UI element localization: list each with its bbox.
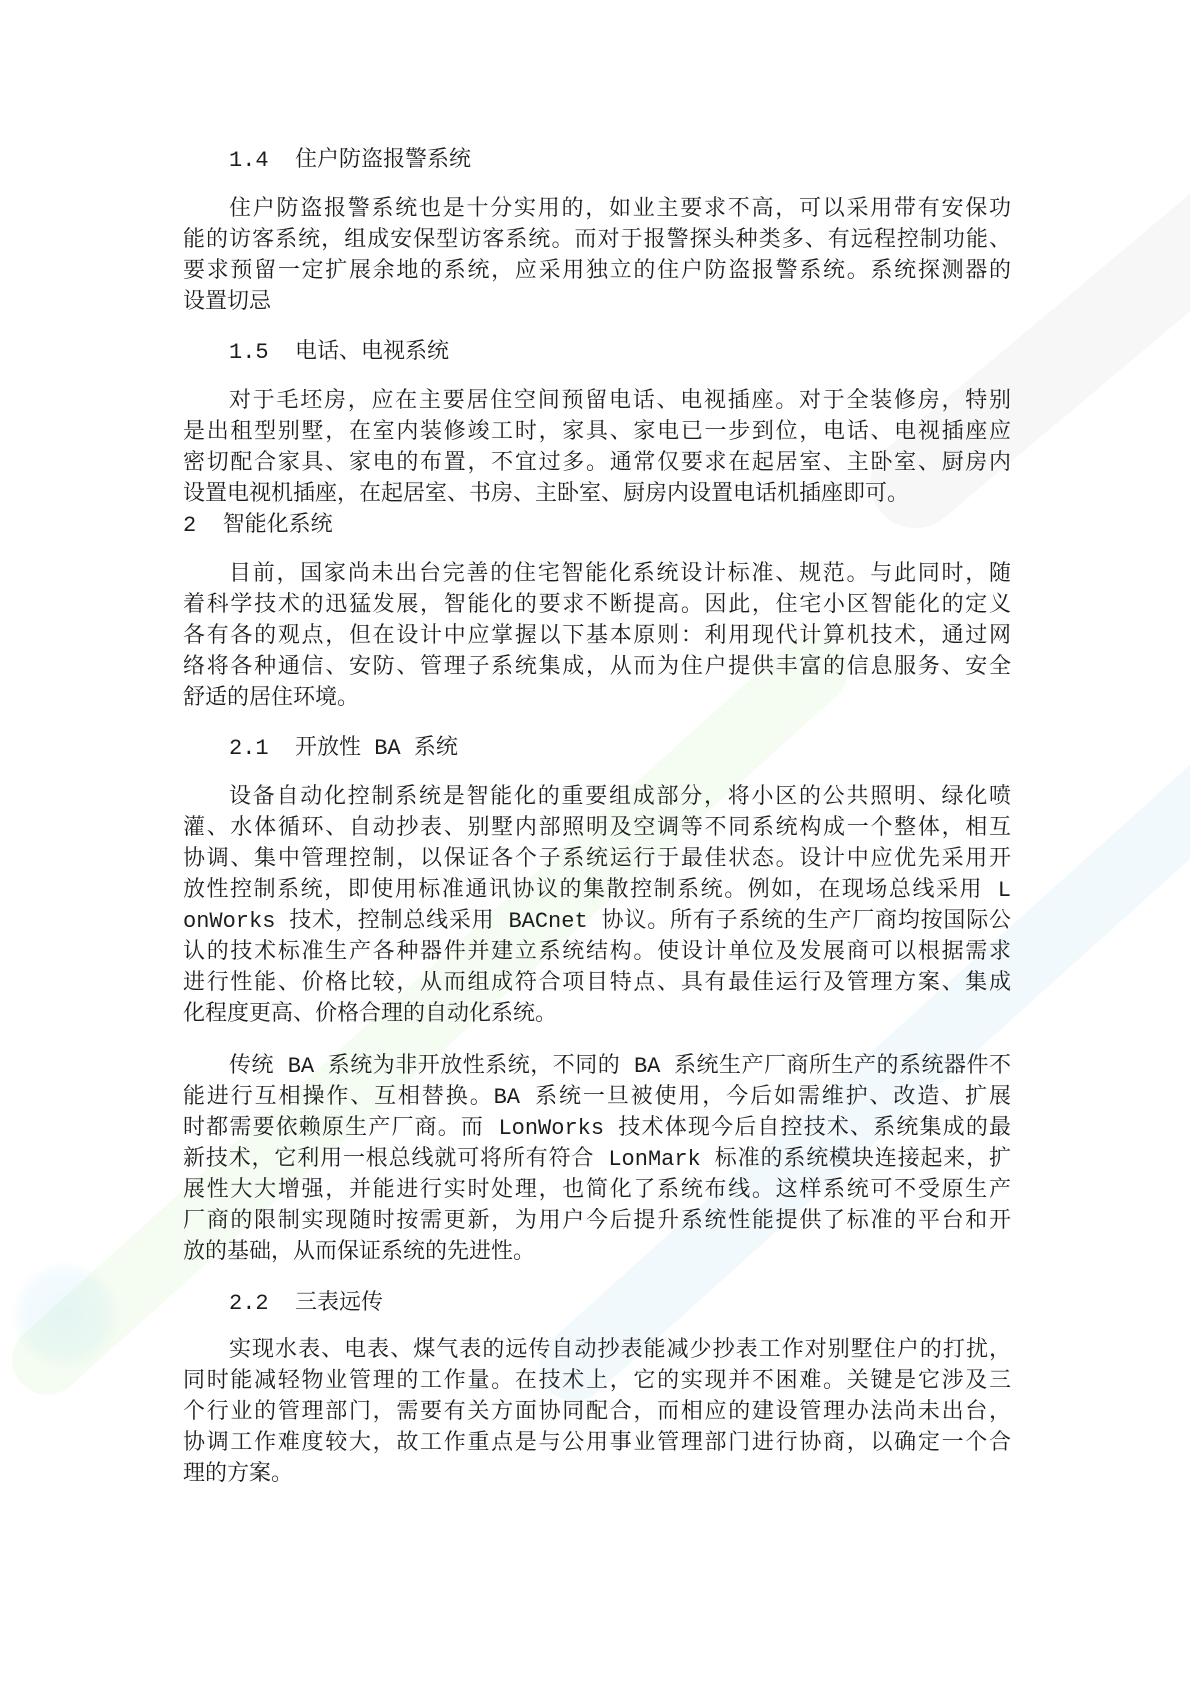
watermark-flower-icon xyxy=(10,1260,120,1370)
section-heading-2-1 xyxy=(183,733,1011,764)
paragraph-line: 能的访客系统，组成安保型访客系统。而对于报警探头种类多、有远程控制功能、 xyxy=(183,228,1011,253)
section-heading-2-2 xyxy=(183,1288,1011,1319)
paragraph-line: 认的技术标准生产各种器件并建立系统结构。使设计单位及发展商可以根据需求 xyxy=(183,940,1011,965)
paragraph-line: 理的方案。 xyxy=(183,1462,294,1487)
heading-text: 2.2 三表远传 xyxy=(229,1291,384,1316)
heading-text: 2.1 开放性 BA 系统 xyxy=(229,736,458,761)
paragraph-line: 设置电视机插座，在起居室、书房、主卧室、厨房内设置电话机插座即可。 xyxy=(183,482,910,507)
paragraph-line: 传统 BA 系统为非开放性系统，不同的 BA 系统生产厂商所生产的系统器件不 xyxy=(229,1054,1011,1079)
paragraph-line: 灌、水体循环、自动抄表、别墅内部照明及空调等不同系统构成一个整体，相互 xyxy=(183,816,1011,841)
paragraph-line: 对于毛坯房，应在主要居住空间预留电话、电视插座。对于全装修房，特别 xyxy=(229,389,1011,414)
section-heading-1-5 xyxy=(183,337,1011,368)
paragraph-line: 要求预留一定扩展余地的系统，应采用独立的住户防盗报警系统。系统探测器的 xyxy=(183,259,1011,284)
paragraph-line: 新技术，它利用一根总线就可将所有符合 LonMark 标准的系统模块连接起来，扩 xyxy=(183,1147,1011,1172)
paragraph-line: 展性大大增强，并能进行实时处理，也简化了系统布线。这样系统可不受原生产 xyxy=(183,1178,1011,1203)
paragraph-line: 放的基础，从而保证系统的先进性。 xyxy=(183,1240,536,1265)
paragraph-line: 个行业的管理部门，需要有关方面协同配合，而相应的建设管理办法尚未出台， xyxy=(183,1400,1011,1425)
paragraph-line: 进行性能、价格比较，从而组成符合项目特点、具有最佳运行及管理方案、集成 xyxy=(183,971,1011,996)
paragraph-line: 能进行互相操作、互相替换。BA 系统一旦被使用，今后如需维护、改造、扩展 xyxy=(183,1085,1011,1110)
paragraph-line: 放性控制系统，即使用标准通讯协议的集散控制系统。例如，在现场总线采用 L xyxy=(183,878,1011,903)
paragraph-line: 厂商的限制实现随时按需更新，为用户今后提升系统性能提供了标准的平台和开 xyxy=(183,1209,1011,1234)
paragraph-line: 各有各的观点，但在设计中应掌握以下基本原则：利用现代计算机技术，通过网 xyxy=(183,624,1011,649)
paragraph-line: 着科学技术的迅猛发展，智能化的要求不断提高。因此，住宅小区智能化的定义 xyxy=(183,593,1011,618)
paragraph-burglar-alarm xyxy=(183,194,1011,318)
paragraph-line: 协调工作难度较大，故工作重点是与公用事业管理部门进行协商，以确定一个合 xyxy=(183,1431,1011,1456)
paragraph-line: 设置切忌 xyxy=(183,290,272,315)
paragraph-line: 设备自动化控制系统是智能化的重要组成部分，将小区的公共照明、绿化喷 xyxy=(229,785,1011,810)
section-heading-1-4 xyxy=(183,145,1011,176)
paragraph-ba-automation xyxy=(183,782,1011,1030)
paragraph-line: 目前，国家尚未出台完善的住宅智能化系统设计标准、规范。与此同时，随 xyxy=(229,562,1011,587)
heading-text: 1.5 电话、电视系统 xyxy=(229,340,450,365)
paragraph-line: 住户防盗报警系统也是十分实用的，如业主要求不高，可以采用带有安保功 xyxy=(229,197,1011,222)
paragraph-line: 化程度更高、价格合理的自动化系统。 xyxy=(183,1002,558,1027)
paragraph-line: 同时能减轻物业管理的工作量。在技术上，它的实现并不困难。关键是它涉及三 xyxy=(183,1369,1011,1394)
paragraph-line: 实现水表、电表、煤气表的远传自动抄表能减少抄表工作对别墅住户的打扰， xyxy=(229,1338,1011,1363)
paragraph-line: 舒适的居住环境。 xyxy=(183,686,360,711)
paragraph-traditional-ba xyxy=(183,1051,1011,1268)
heading-text: 2 智能化系统 xyxy=(183,513,333,538)
paragraph-intelligent-system xyxy=(183,559,1011,714)
paragraph-remote-meter xyxy=(183,1335,1011,1490)
paragraph-line: 密切配合家具、家电的布置，不宜过多。通常仅要求在起居室、主卧室、厨房内 xyxy=(183,451,1011,476)
paragraph-line: 时都需要依赖原生产厂商。而 LonWorks 技术体现今后自控技术、系统集成的最 xyxy=(183,1116,1011,1141)
paragraph-line: 协调、集中管理控制，以保证各个子系统运行于最佳状态。设计中应优先采用开 xyxy=(183,847,1011,872)
section-heading-2 xyxy=(183,510,1011,541)
heading-text: 1.4 住户防盗报警系统 xyxy=(229,148,472,173)
paragraph-phone-tv xyxy=(183,386,1011,510)
paragraph-line: 络将各种通信、安防、管理子系统集成，从而为住户提供丰富的信息服务、安全 xyxy=(183,655,1011,680)
paragraph-line: 是出租型别墅，在室内装修竣工时，家具、家电已一步到位，电话、电视插座应 xyxy=(183,420,1011,445)
paragraph-line: onWorks 技术，控制总线采用 BACnet 协议。所有子系统的生产厂商均按国际公 xyxy=(183,909,1011,934)
